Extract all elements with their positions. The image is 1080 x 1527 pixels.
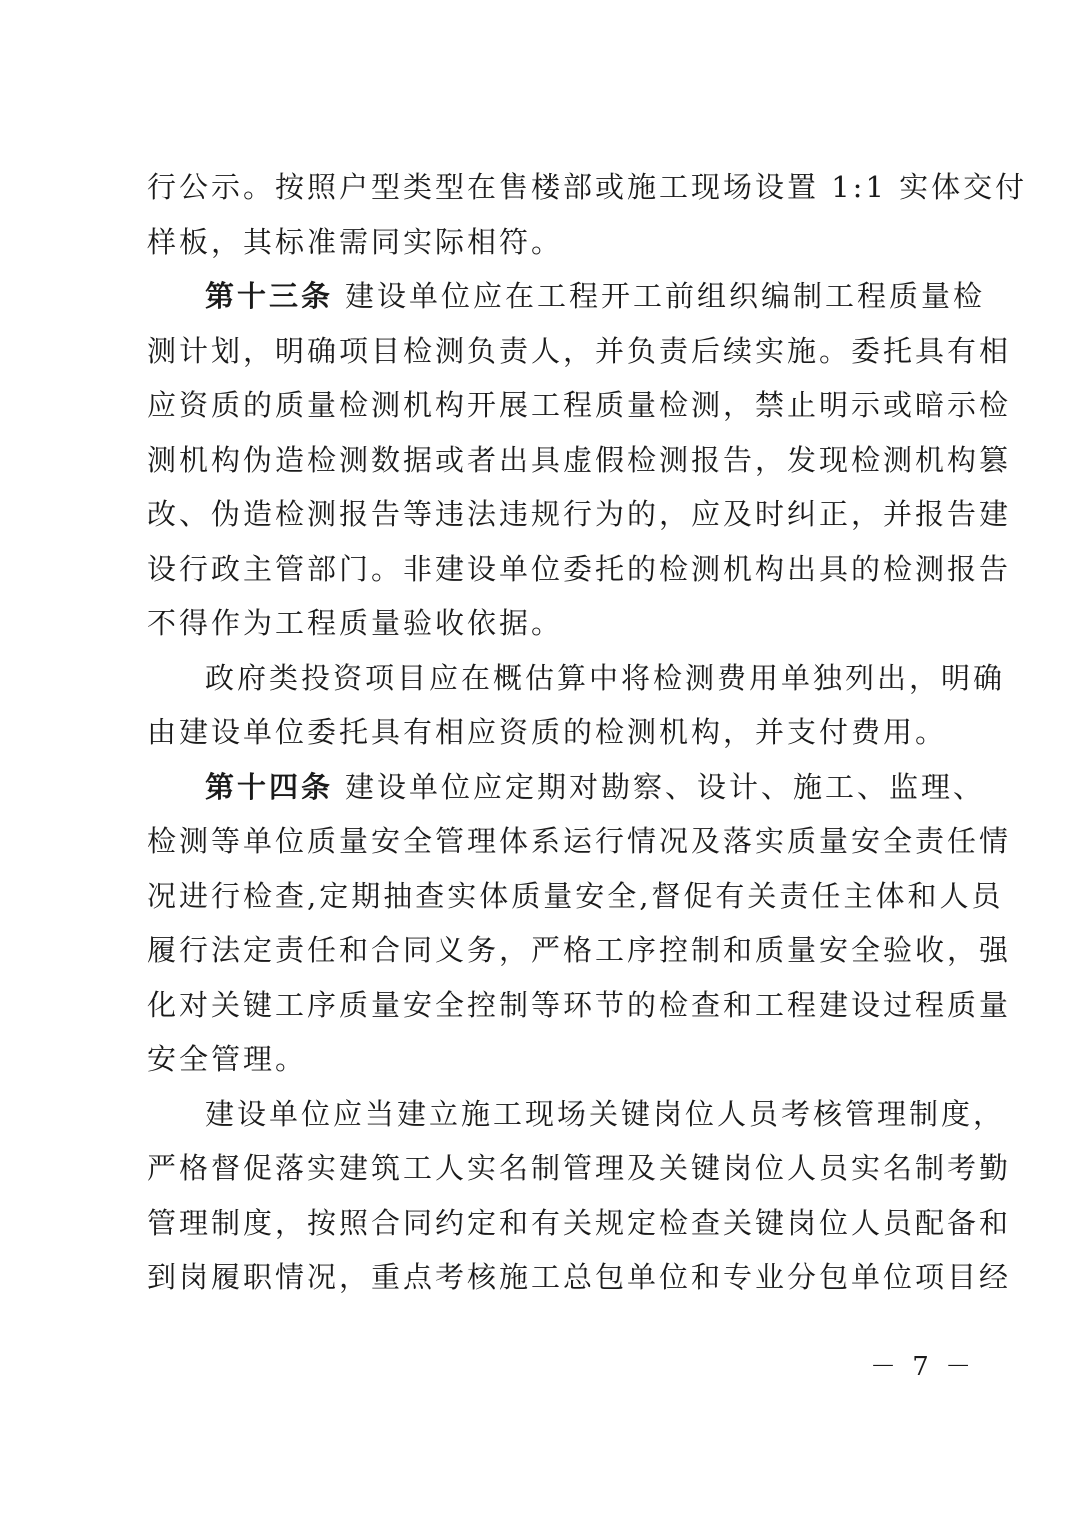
text-line: 化对关键工序质量安全控制等环节的检查和工程建设过程质量 [147, 987, 1012, 1022]
body-text [147, 160, 1028, 1305]
text-line: 不得作为工程质量验收依据。 [147, 606, 564, 640]
text-line: 样板，其标准需同实际相符。 [147, 224, 564, 259]
text-line: 检测等单位质量安全管理体系运行情况及落实质量安全责任情 [147, 824, 1012, 858]
text-line: 管理制度，按照合同约定和有关规定检查关键岗位人员配备和 [147, 1205, 1012, 1240]
page-number: － 7 － [870, 1352, 976, 1382]
text-line: 建设单位应定期对勘察、设计、施工、监理、 [345, 769, 986, 804]
text-line: 履行法定责任和合同义务，严格工序控制和质量安全验收，强 [147, 933, 1012, 967]
text-line: 建设单位应当建立施工现场关键岗位人员考核管理制度， [205, 1096, 1006, 1131]
text-line: 严格督促落实建筑工人实名制管理及关键岗位人员实名制考勤 [147, 1151, 1012, 1185]
text-line: 应资质的质量检测机构开展工程质量检测，禁止明示或暗示检 [147, 388, 1012, 422]
text-line: 测计划，明确项目检测负责人，并负责后续实施。委托具有相 [147, 333, 1012, 368]
text-line: 政府类投资项目应在概估算中将检测费用单独列出，明确 [205, 660, 1006, 695]
text-line: 况进行检查,定期抽查实体质量安全,督促有关责任主体和人员 [147, 878, 1004, 913]
article-14-line [147, 760, 986, 815]
text-line: 设行政主管部门。非建设单位委托的检测机构出具的检测报告 [147, 551, 1012, 586]
text-line: 安全管理。 [147, 1042, 308, 1076]
article-14-heading: 第十四条 [205, 769, 334, 804]
text-line: 到岗履职情况，重点考核施工总包单位和专业分包单位项目经 [147, 1260, 1012, 1294]
text-line: 行公示。按照户型类型在售楼部或施工现场设置 1:1 实体交付 [147, 170, 1028, 204]
text-line: 建设单位应在工程开工前组织编制工程质量检 [345, 279, 986, 313]
text-line: 测机构伪造检测数据或者出具虚假检测报告，发现检测机构篡 [147, 442, 1012, 477]
article-13-line [147, 269, 986, 324]
article-13-heading: 第十三条 [205, 279, 334, 313]
text-line: 由建设单位委托具有相应资质的检测机构，并支付费用。 [147, 715, 948, 749]
text-line: 改、伪造检测报告等违法违规行为的，应及时纠正，并报告建 [147, 497, 1012, 531]
